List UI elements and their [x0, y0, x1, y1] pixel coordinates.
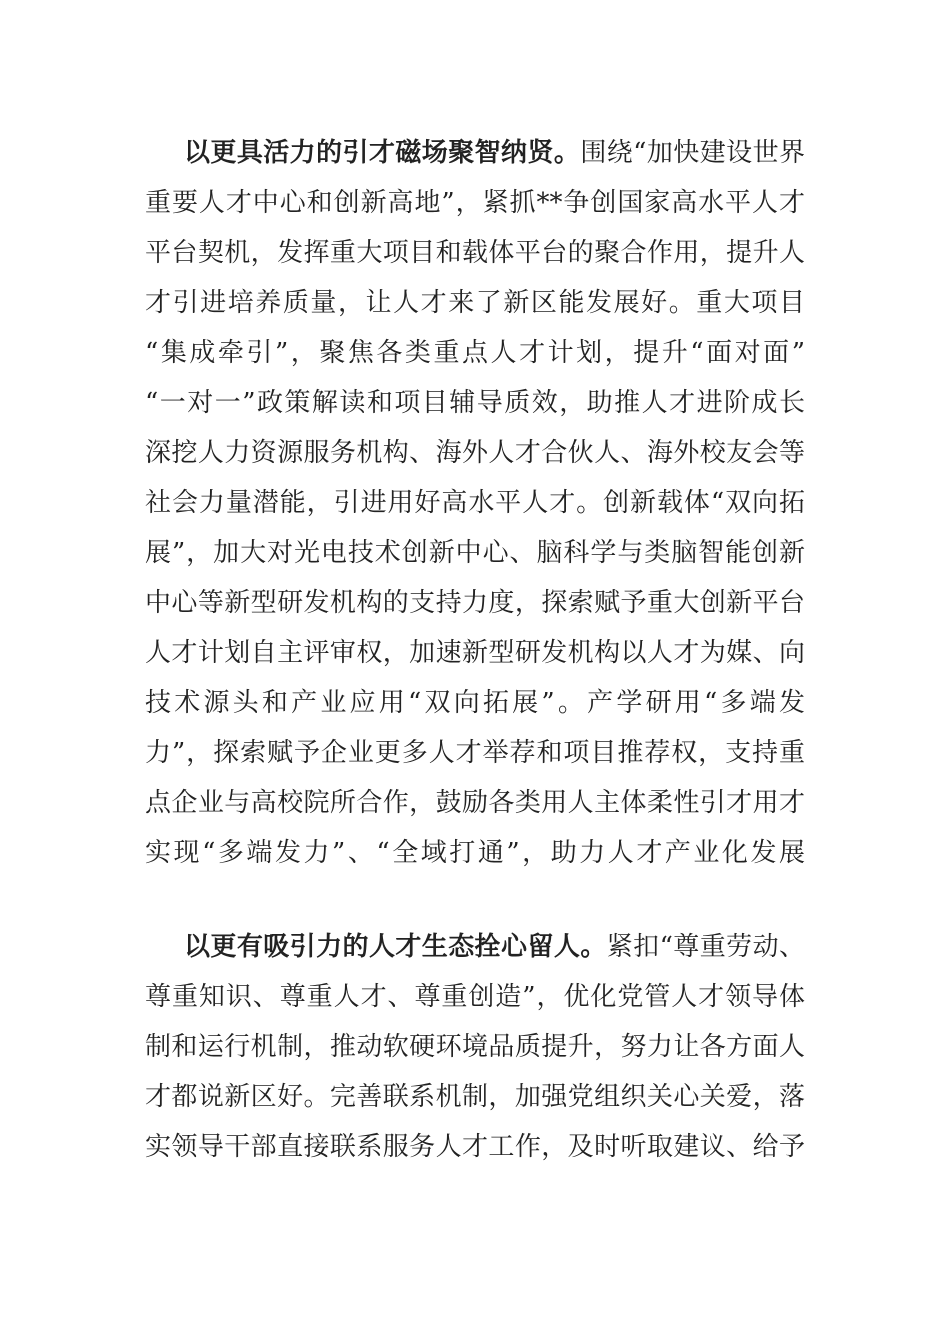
paragraph-line: 制和运行机制，推动软硬环境品质提升，努力让各方面人	[145, 1032, 805, 1062]
paragraph-line: 技术源头和产业应用“双向拓展”。产学研用“多端发	[145, 688, 805, 718]
paragraph-line: 力”，探索赋予企业更多人才举荐和项目推荐权，支持重	[145, 738, 805, 768]
paragraph-line: 深挖人力资源服务机构、海外人才合伙人、海外校友会等	[145, 438, 805, 468]
paragraph-line: 社会力量潜能，引进用好高水平人才。创新载体“双向拓	[145, 488, 805, 518]
paragraph-line: 中心等新型研发机构的支持力度，探索赋予重大创新平台	[145, 588, 805, 618]
paragraph-line: “集成牵引”，聚焦各类重点人才计划，提升“面对面”	[145, 338, 805, 368]
paragraph-talent-ecosystem	[145, 922, 805, 1172]
paragraph-line: 展”，加大对光电技术创新中心、脑科学与类脑智能创新	[145, 538, 805, 568]
paragraph-line: 尊重知识、尊重人才、尊重创造”，优化党管人才领导体	[145, 982, 805, 1012]
paragraph-heading: 以更具活力的引才磁场聚智纳贤。	[184, 138, 581, 168]
paragraph-line: 才都说新区好。完善联系机制，加强党组织关心关爱，落	[145, 1082, 805, 1112]
paragraph-text: 紧扣“尊重劳动、	[606, 932, 805, 962]
paragraph-line: 点企业与高校院所合作，鼓励各类用人主体柔性引才用才	[145, 788, 805, 818]
paragraph-line: 平台契机，发挥重大项目和载体平台的聚合作用，提升人	[145, 238, 805, 268]
paragraph-line: 才引进培养质量，让人才来了新区能发展好。重大项目	[145, 288, 805, 318]
paragraph-first-line	[145, 922, 805, 972]
paragraph-first-line	[145, 128, 805, 178]
paragraph-talent-attraction	[145, 128, 805, 878]
paragraph-line: 人才计划自主评审权，加速新型研发机构以人才为媒、向	[145, 638, 805, 668]
paragraph-text: 围绕“加快建设世界	[580, 138, 805, 168]
paragraph-line: 重要人才中心和创新高地”，紧抓**争创国家高水平人才	[145, 188, 805, 218]
paragraph-line: 实领导干部直接联系服务人才工作，及时听取建议、给予	[145, 1132, 805, 1162]
paragraph-heading: 以更有吸引力的人才生态拴心留人。	[184, 932, 607, 962]
paragraph-line: 实现“多端发力”、“全域打通”，助力人才产业化发展	[145, 838, 805, 868]
paragraph-line: “一对一”政策解读和项目辅导质效，助推人才进阶成长	[145, 388, 805, 418]
